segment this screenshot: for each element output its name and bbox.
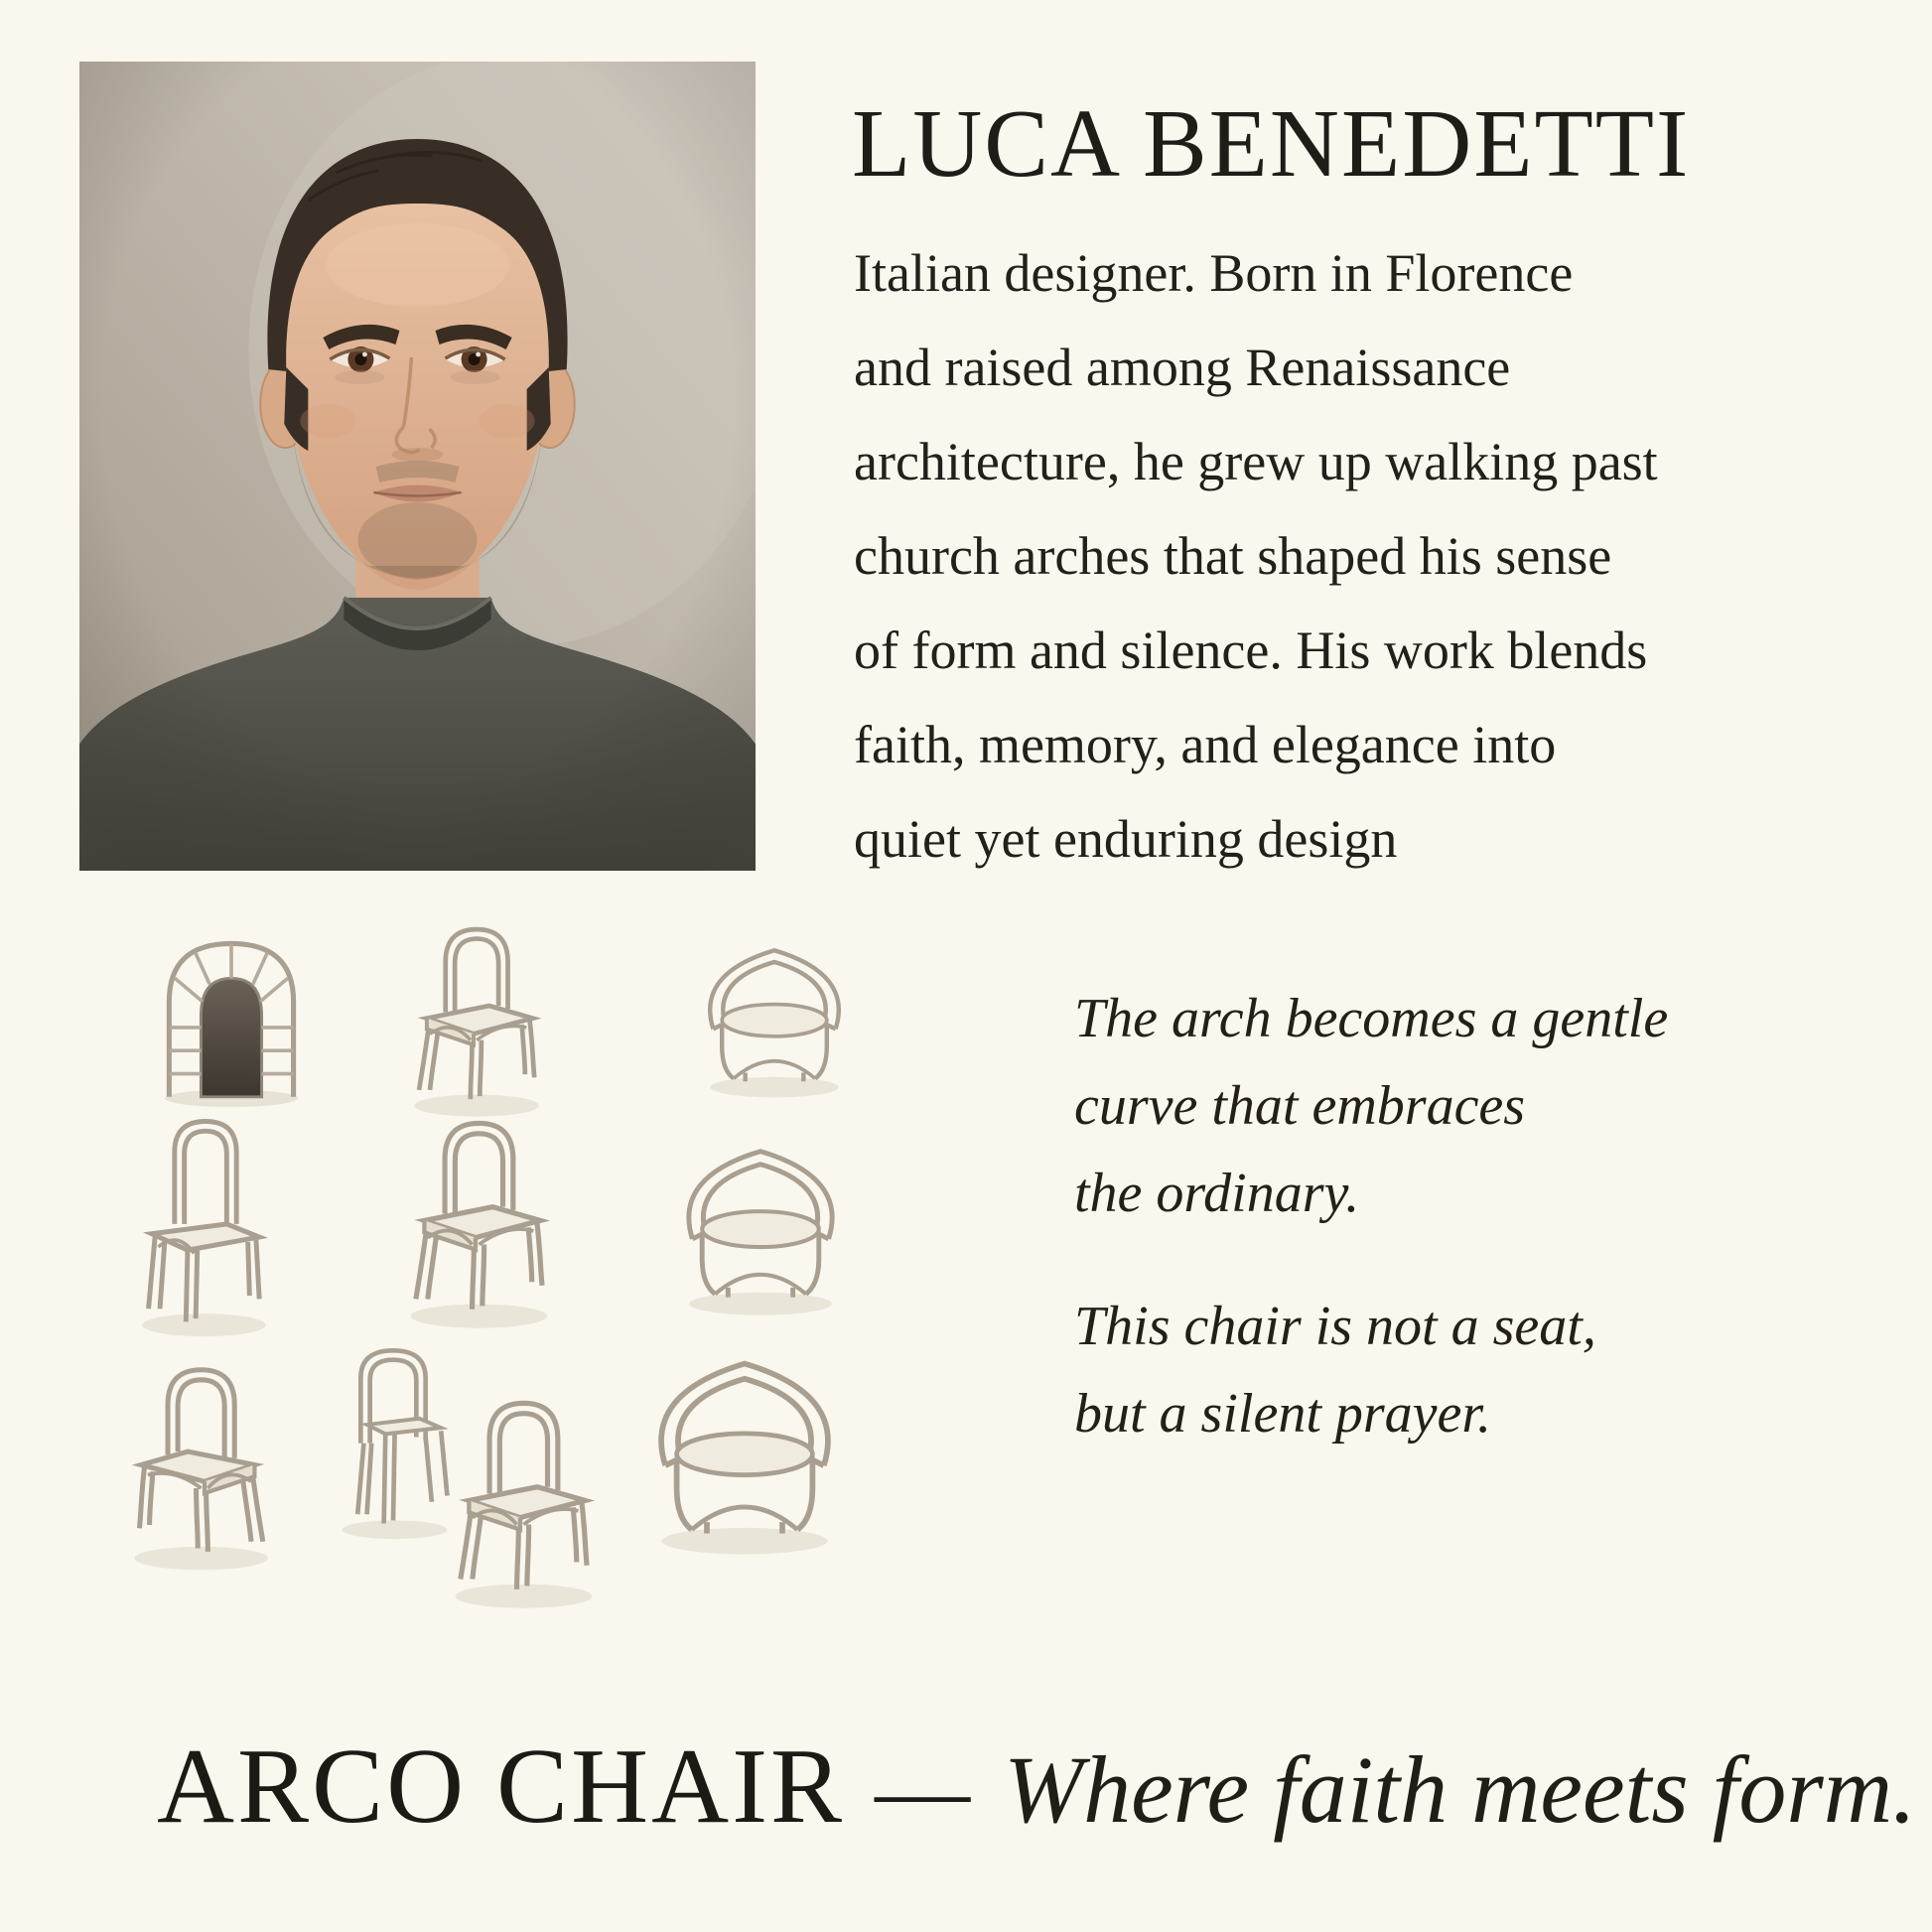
stone-arch-sketch: [147, 926, 316, 1107]
arch-back-chair-sketch-4: [435, 1386, 606, 1620]
bio-line: and raised among Renaissance: [854, 338, 1511, 397]
tall-arch-back-chair-sketch: [127, 1110, 284, 1346]
designer-bio: [854, 226, 1797, 887]
quote-line: but a silent prayer.: [1074, 1383, 1491, 1445]
bio-line: architecture, he grew up walking past: [854, 432, 1658, 491]
product-tagline: Where faith meets form.: [1004, 1736, 1917, 1843]
arch-back-chair-sketch-3: [121, 1348, 288, 1587]
bio-line: of form and silence. His work blends: [854, 621, 1648, 680]
product-name: ARCO CHAIR: [157, 1727, 846, 1846]
designer-portrait-photo: [79, 62, 756, 871]
quote-prayer: [1074, 1283, 1596, 1457]
designer-name: LUCA BENEDETTI: [852, 90, 1691, 197]
bio-line: faith, memory, and elegance into: [854, 715, 1557, 774]
em-dash-separator: —: [875, 1736, 971, 1843]
bio-line: quiet yet enduring design: [854, 809, 1398, 869]
quote-line: curve that embraces: [1074, 1075, 1526, 1137]
quote-line: the ordinary.: [1074, 1163, 1360, 1224]
bio-line: Italian designer. Born in Florence: [854, 243, 1574, 303]
arch-back-chair-sketch: [385, 915, 562, 1126]
arch-back-chair-sketch-2: [383, 1108, 568, 1338]
quote-line: This chair is not a seat,: [1074, 1296, 1596, 1357]
tub-chair-sketch-2: [663, 1120, 858, 1330]
bio-line: church arches that shaped his sense: [854, 526, 1612, 586]
tub-chair-sketch-3: [631, 1340, 858, 1559]
quote-arch: [1074, 975, 1668, 1237]
product-lockup: [157, 1725, 1917, 1849]
quote-line: The arch becomes a gentle: [1074, 988, 1669, 1049]
portrait-illustration: [79, 62, 756, 871]
tub-chair-sketch: [687, 931, 862, 1102]
